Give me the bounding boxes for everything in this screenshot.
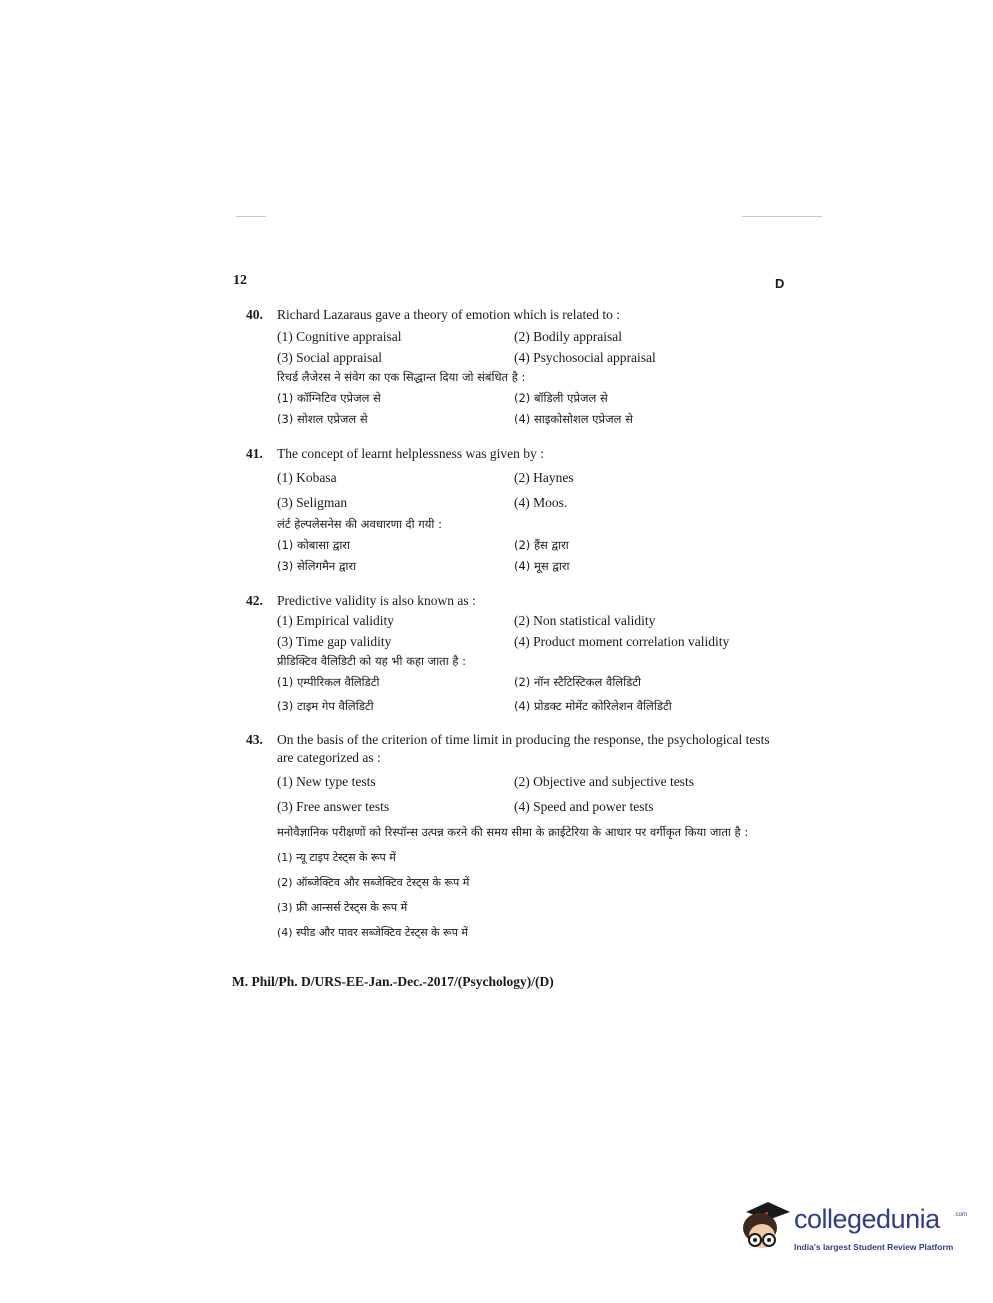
top-left-rule [236, 216, 266, 217]
hindi-question-text: प्रीडिक्टिव वैलिडिटी को यह भी कहा जाता है : [277, 654, 466, 668]
hindi-question-text: लंर्ट हेल्पलेसनेस की अवधारणा दी गयी : [277, 517, 442, 531]
hindi-option: (4) स्पीड और पावर सब्जेक्टिव टेस्ट्स के रूप में [277, 926, 468, 939]
collegedunia-logo [738, 1198, 968, 1262]
hindi-question-text: मनोवैज्ञानिक परीक्षणों को रिस्पॉन्स उत्पन्न करने की समय सीमा के क्राईटेरिया के आधार पर वर्गीकृत किया जाता है : [277, 825, 749, 839]
option: (1) New type tests [277, 774, 376, 789]
question-41 [246, 445, 786, 577]
option: (4) Moos. [514, 495, 568, 510]
option: (3) Time gap validity [277, 634, 392, 649]
hindi-option: (1) न्यू टाइप टेस्ट्स के रूप में [277, 851, 396, 864]
brand-tagline: India's largest Student Review Platform [794, 1242, 954, 1252]
hindi-option: (3) टाइम गेप वैलिडिटी [277, 699, 374, 713]
hindi-option: (3) सेलिगमैन द्वारा [277, 559, 357, 573]
question-number: 42. [246, 593, 263, 608]
question-40 [246, 306, 786, 430]
hindi-option: (2) ऑब्जेक्टिव और सब्जेक्टिव टेस्ट्स के रूप में [277, 876, 470, 889]
option: (3) Seligman [277, 495, 348, 510]
option: (1) Empirical validity [277, 613, 394, 628]
option: (2) Non statistical validity [514, 613, 656, 628]
option: (4) Product moment correlation validity [514, 634, 730, 649]
question-text: Richard Lazaraus gave a theory of emotion which is related to : [277, 307, 620, 322]
brand-name: collegedunia [794, 1204, 940, 1234]
hindi-option: (4) प्रोडक्ट मोमेंट कोरिलेशन वैलिडिटी [514, 699, 672, 713]
hindi-option: (1) एम्पीरिकल वैलिडिटी [277, 675, 380, 689]
hindi-option: (1) कोबासा द्वारा [277, 538, 350, 552]
option: (1) Cognitive appraisal [277, 329, 402, 344]
brand-suffix: .com [954, 1212, 968, 1218]
question-43 [246, 731, 786, 945]
option: (2) Bodily appraisal [514, 329, 622, 344]
paper-code: M. Phil/Ph. D/URS-EE-Jan.-Dec.-2017/(Psychology)/(D) [232, 974, 554, 989]
question-text: On the basis of the criterion of time limit in producing the response, the psychological tests are categorized as : [277, 732, 770, 765]
option: (3) Social appraisal [277, 350, 382, 365]
hindi-option: (2) बॉडिली एप्रेजल से [514, 391, 608, 405]
hindi-option: (4) साइकोसोशल एप्रेजल से [514, 412, 633, 426]
top-right-rule [742, 216, 822, 217]
page-number: 12 [233, 273, 247, 288]
question-number: 40. [246, 307, 263, 322]
hindi-option: (1) कॉग्निटिव एप्रेजल से [277, 391, 381, 405]
hindi-question-text: रिचर्ड लैजेरस ने संवेग का एक सिद्धान्त दिया जो संबंधित है : [277, 370, 526, 384]
option: (1) Kobasa [277, 470, 337, 485]
option: (2) Objective and subjective tests [514, 774, 694, 789]
hindi-option: (2) नॉन स्टैटिस्टिकल वैलिडिटी [514, 675, 641, 689]
hindi-option: (2) हैंस द्वारा [514, 538, 569, 552]
question-number: 41. [246, 446, 263, 461]
question-number: 43. [246, 732, 263, 747]
question-text: The concept of learnt helplessness was given by : [277, 446, 544, 461]
option: (3) Free answer tests [277, 799, 390, 814]
hindi-option: (3) फ्री आन्सर्स टेस्ट्स के रूप में [277, 901, 408, 914]
option: (4) Psychosocial appraisal [514, 350, 656, 365]
set-code: D [775, 276, 785, 291]
question-42 [246, 592, 786, 717]
hindi-option: (3) सोशल एप्रेजल से [277, 412, 368, 426]
question-text: Predictive validity is also known as : [277, 593, 476, 608]
option: (4) Speed and power tests [514, 799, 654, 814]
mascot-icon [738, 1198, 792, 1258]
hindi-option: (4) मूस द्वारा [514, 559, 570, 573]
option: (2) Haynes [514, 470, 574, 485]
